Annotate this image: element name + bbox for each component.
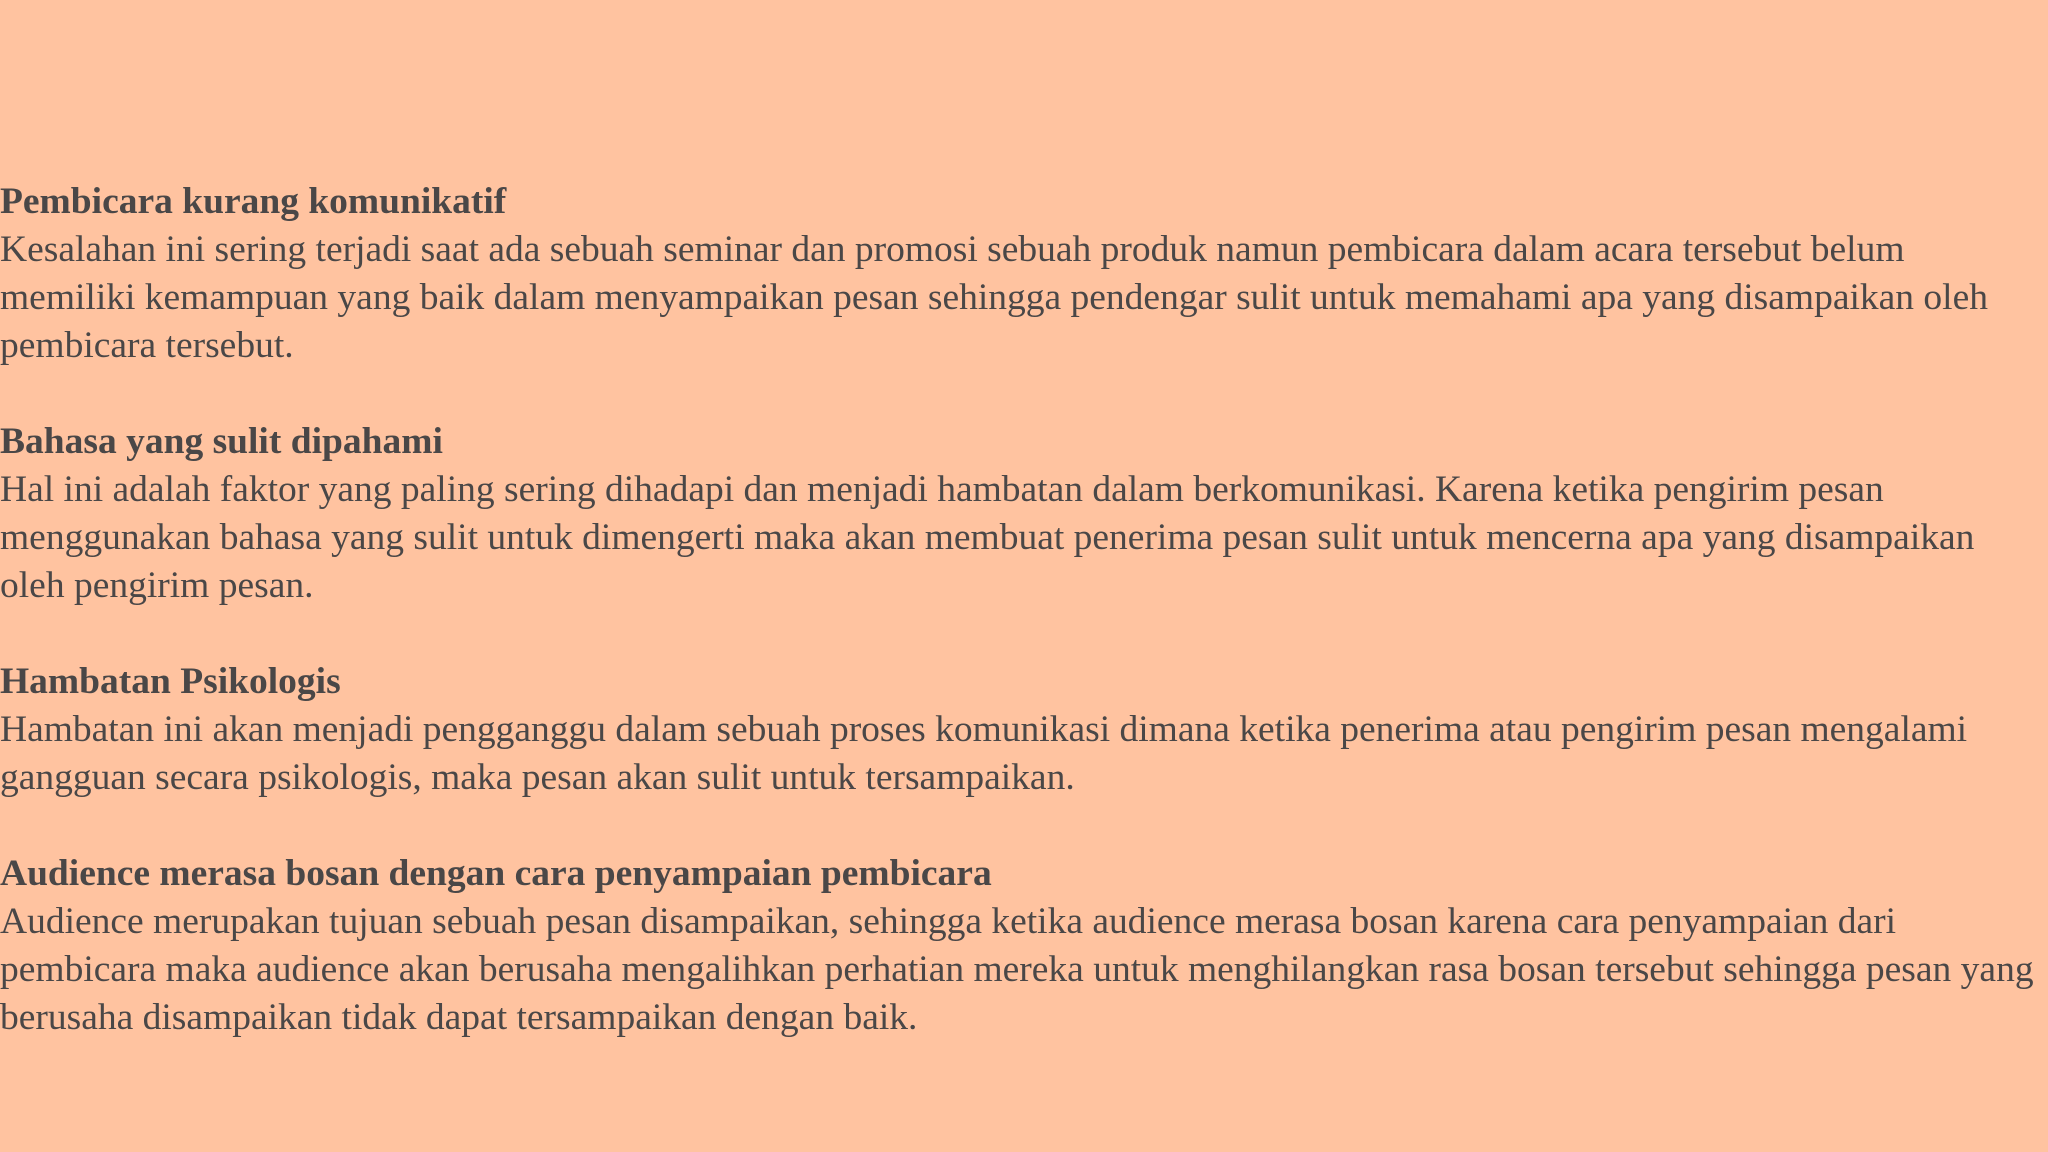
section-heading: Pembicara kurang komunikatif (0, 181, 507, 222)
section-hambatan-psikologis (0, 658, 2040, 802)
section-audience-merasa-bosan (0, 850, 2040, 1042)
section-pembicara-kurang-komunikatif (0, 178, 2040, 370)
section-bahasa-yang-sulit-dipahami (0, 418, 2040, 610)
section-body: Audience merupakan tujuan sebuah pesan disampaikan, sehingga ketika audience merasa bosan karena cara penyampaian dari pembicara maka audience akan berusaha mengalihkan perhatian mereka untuk menghilangkan rasa bosan tersebut sehingga pesan yang berusaha disampaikan tidak dapat tersampaikan dengan baik. (0, 901, 2034, 1038)
section-body: Hambatan ini akan menjadi pengganggu dalam sebuah proses komunikasi dimana ketika penerima atau pengirim pesan mengalami gangguan secara psikologis, maka pesan akan sulit untuk tersampaikan. (0, 709, 1968, 798)
slide-text-body (0, 178, 2040, 1042)
section-body: Hal ini adalah faktor yang paling sering dihadapi dan menjadi hambatan dalam berkomunikasi. Karena ketika pengirim pesan menggunakan bahasa yang sulit untuk dimengerti maka akan membuat penerima pesan sulit untuk mencerna apa yang disampaikan oleh pengirim pesan. (0, 469, 1975, 606)
section-heading: Audience merasa bosan dengan cara penyampaian pembicara (0, 853, 992, 894)
section-body: Kesalahan ini sering terjadi saat ada sebuah seminar dan promosi sebuah produk namun pembicara dalam acara tersebut belum memiliki kemampuan yang baik dalam menyampaikan pesan sehingga pendengar sulit untuk memahami apa yang disampaikan oleh pembicara tersebut. (0, 229, 1988, 366)
section-heading: Bahasa yang sulit dipahami (0, 421, 443, 462)
section-heading: Hambatan Psikologis (0, 661, 341, 702)
